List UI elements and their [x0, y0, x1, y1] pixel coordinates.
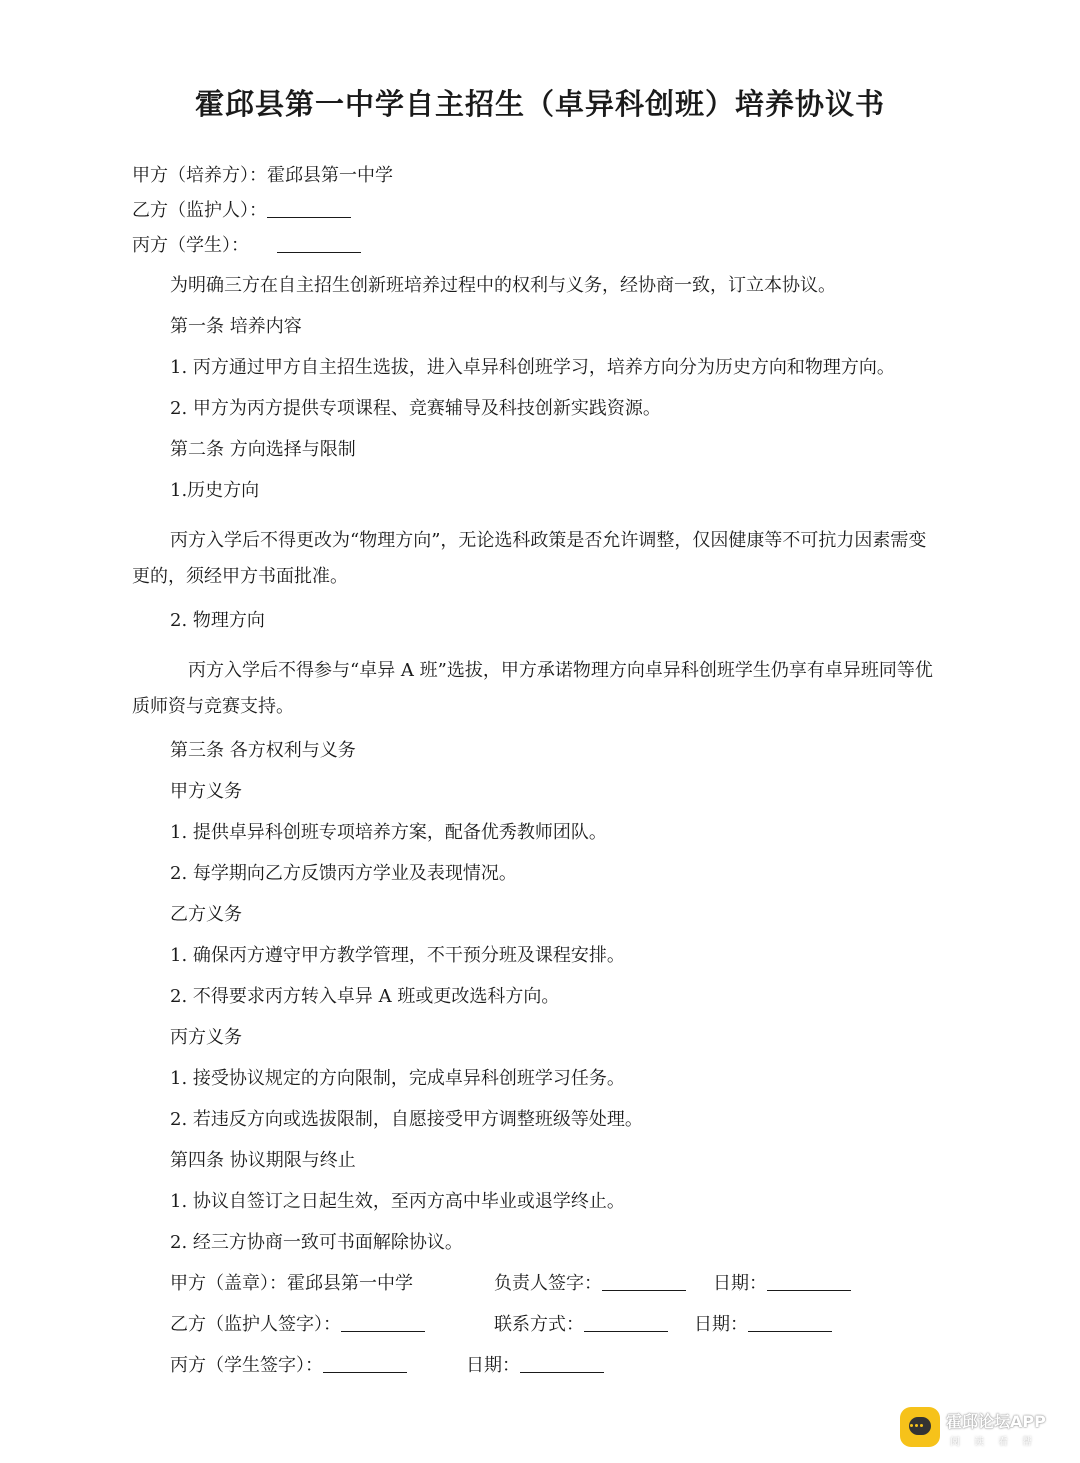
article1-heading: 第一条 培养内容	[170, 316, 302, 337]
sig-b-date-blank	[748, 1313, 832, 1332]
sig-c-label: 丙方（学生签字）：	[170, 1355, 323, 1376]
sig-b-contact-label: 联系方式：	[494, 1314, 584, 1335]
article4-heading: 第四条 协议期限与终止	[170, 1150, 356, 1171]
physics-text: 丙方入学后不得参与“卓异 A 班”选拔，甲方承诺物理方向卓异科创班学生仍享有卓异班同等优质师资与竞赛支持。	[132, 660, 933, 717]
sig-a-date-blank	[767, 1272, 851, 1291]
sig-c-date-label: 日期：	[466, 1355, 520, 1376]
history-text: 丙方入学后不得更改为“物理方向”，无论选科政策是否允许调整，仅因健康等不可抗力因素需变更的，须经甲方书面批准。	[132, 530, 927, 587]
party-b-duty-1: 1. 确保丙方遵守甲方教学管理，不干预分班及课程安排。	[170, 945, 625, 966]
party-b-line	[132, 199, 351, 223]
party-c-label: 丙方（学生）：	[132, 235, 249, 256]
watermark-name: 霍邱论坛APP	[946, 1412, 1046, 1431]
physics-heading: 2. 物理方向	[170, 610, 265, 631]
article2-heading: 第二条 方向选择与限制	[170, 439, 356, 460]
physics-paragraph	[132, 653, 937, 725]
sig-c-date-blank	[520, 1354, 604, 1373]
sig-c-blank	[323, 1354, 407, 1373]
intro-text: 为明确三方在自主招生创新班培养过程中的权利与义务，经协商一致，订立本协议。	[170, 275, 836, 296]
forum-watermark	[900, 1405, 1070, 1453]
sig-b-label: 乙方（监护人签字）：	[170, 1314, 341, 1335]
party-b-label: 乙方（监护人）：	[132, 200, 267, 221]
party-b-duties-heading: 乙方义务	[170, 904, 242, 925]
party-c-duties-heading: 丙方义务	[170, 1027, 242, 1048]
chat-bubble-icon	[900, 1407, 940, 1447]
party-c-duty-2: 2. 若违反方向或选拔限制，自愿接受甲方调整班级等处理。	[170, 1109, 643, 1130]
party-c-line	[132, 234, 361, 258]
party-b-blank	[267, 199, 351, 218]
history-heading: 1.历史方向	[170, 480, 260, 501]
party-b-duty-2: 2. 不得要求丙方转入卓异 A 班或更改选科方向。	[170, 986, 560, 1007]
party-a-duties-heading: 甲方义务	[170, 781, 242, 802]
party-a-line: 甲方（培养方）：霍邱县第一中学	[132, 165, 393, 186]
sig-a-date-label: 日期：	[713, 1273, 767, 1294]
article1-item-2: 2. 甲方为丙方提供专项课程、竞赛辅导及科技创新实践资源。	[170, 398, 661, 419]
sig-c-line	[170, 1354, 407, 1378]
sig-b-line	[170, 1313, 425, 1337]
party-c-duty-1: 1. 接受协议规定的方向限制，完成卓异科创班学习任务。	[170, 1068, 625, 1089]
article1-item-1: 1. 丙方通过甲方自主招生选拔，进入卓异科创班学习，培养方向分为历史方向和物理方向。	[170, 357, 895, 378]
party-a-duty-2: 2. 每学期向乙方反馈丙方学业及表现情况。	[170, 863, 517, 884]
sig-c-date-line	[466, 1354, 604, 1378]
article4-item-1: 1. 协议自签订之日起生效，至丙方高中毕业或退学终止。	[170, 1191, 625, 1212]
document-title: 霍邱县第一中学自主招生（卓异科创班）培养协议书	[194, 87, 885, 121]
party-a-duty-1: 1. 提供卓异科创班专项培养方案，配备优秀教师团队。	[170, 822, 607, 843]
sig-b-blank	[341, 1313, 425, 1332]
sig-a-date-line	[713, 1272, 851, 1296]
sig-a-person-line	[494, 1272, 686, 1296]
sig-a-person-label: 负责人签字：	[494, 1273, 602, 1294]
party-c-blank	[277, 234, 361, 253]
sig-b-contact-blank	[584, 1313, 668, 1332]
article3-heading: 第三条 各方权利与义务	[170, 740, 356, 761]
history-paragraph	[132, 523, 937, 595]
sig-b-date-label: 日期：	[694, 1314, 748, 1335]
sig-b-date-line	[694, 1313, 832, 1337]
sig-a-person-blank	[602, 1272, 686, 1291]
sig-a-seal: 甲方（盖章）：霍邱县第一中学	[170, 1273, 413, 1294]
article4-item-2: 2. 经三方协商一致可书面解除协议。	[170, 1232, 463, 1253]
watermark-sub: 阅读看帮	[950, 1437, 1046, 1448]
sig-b-contact-line	[494, 1313, 668, 1337]
